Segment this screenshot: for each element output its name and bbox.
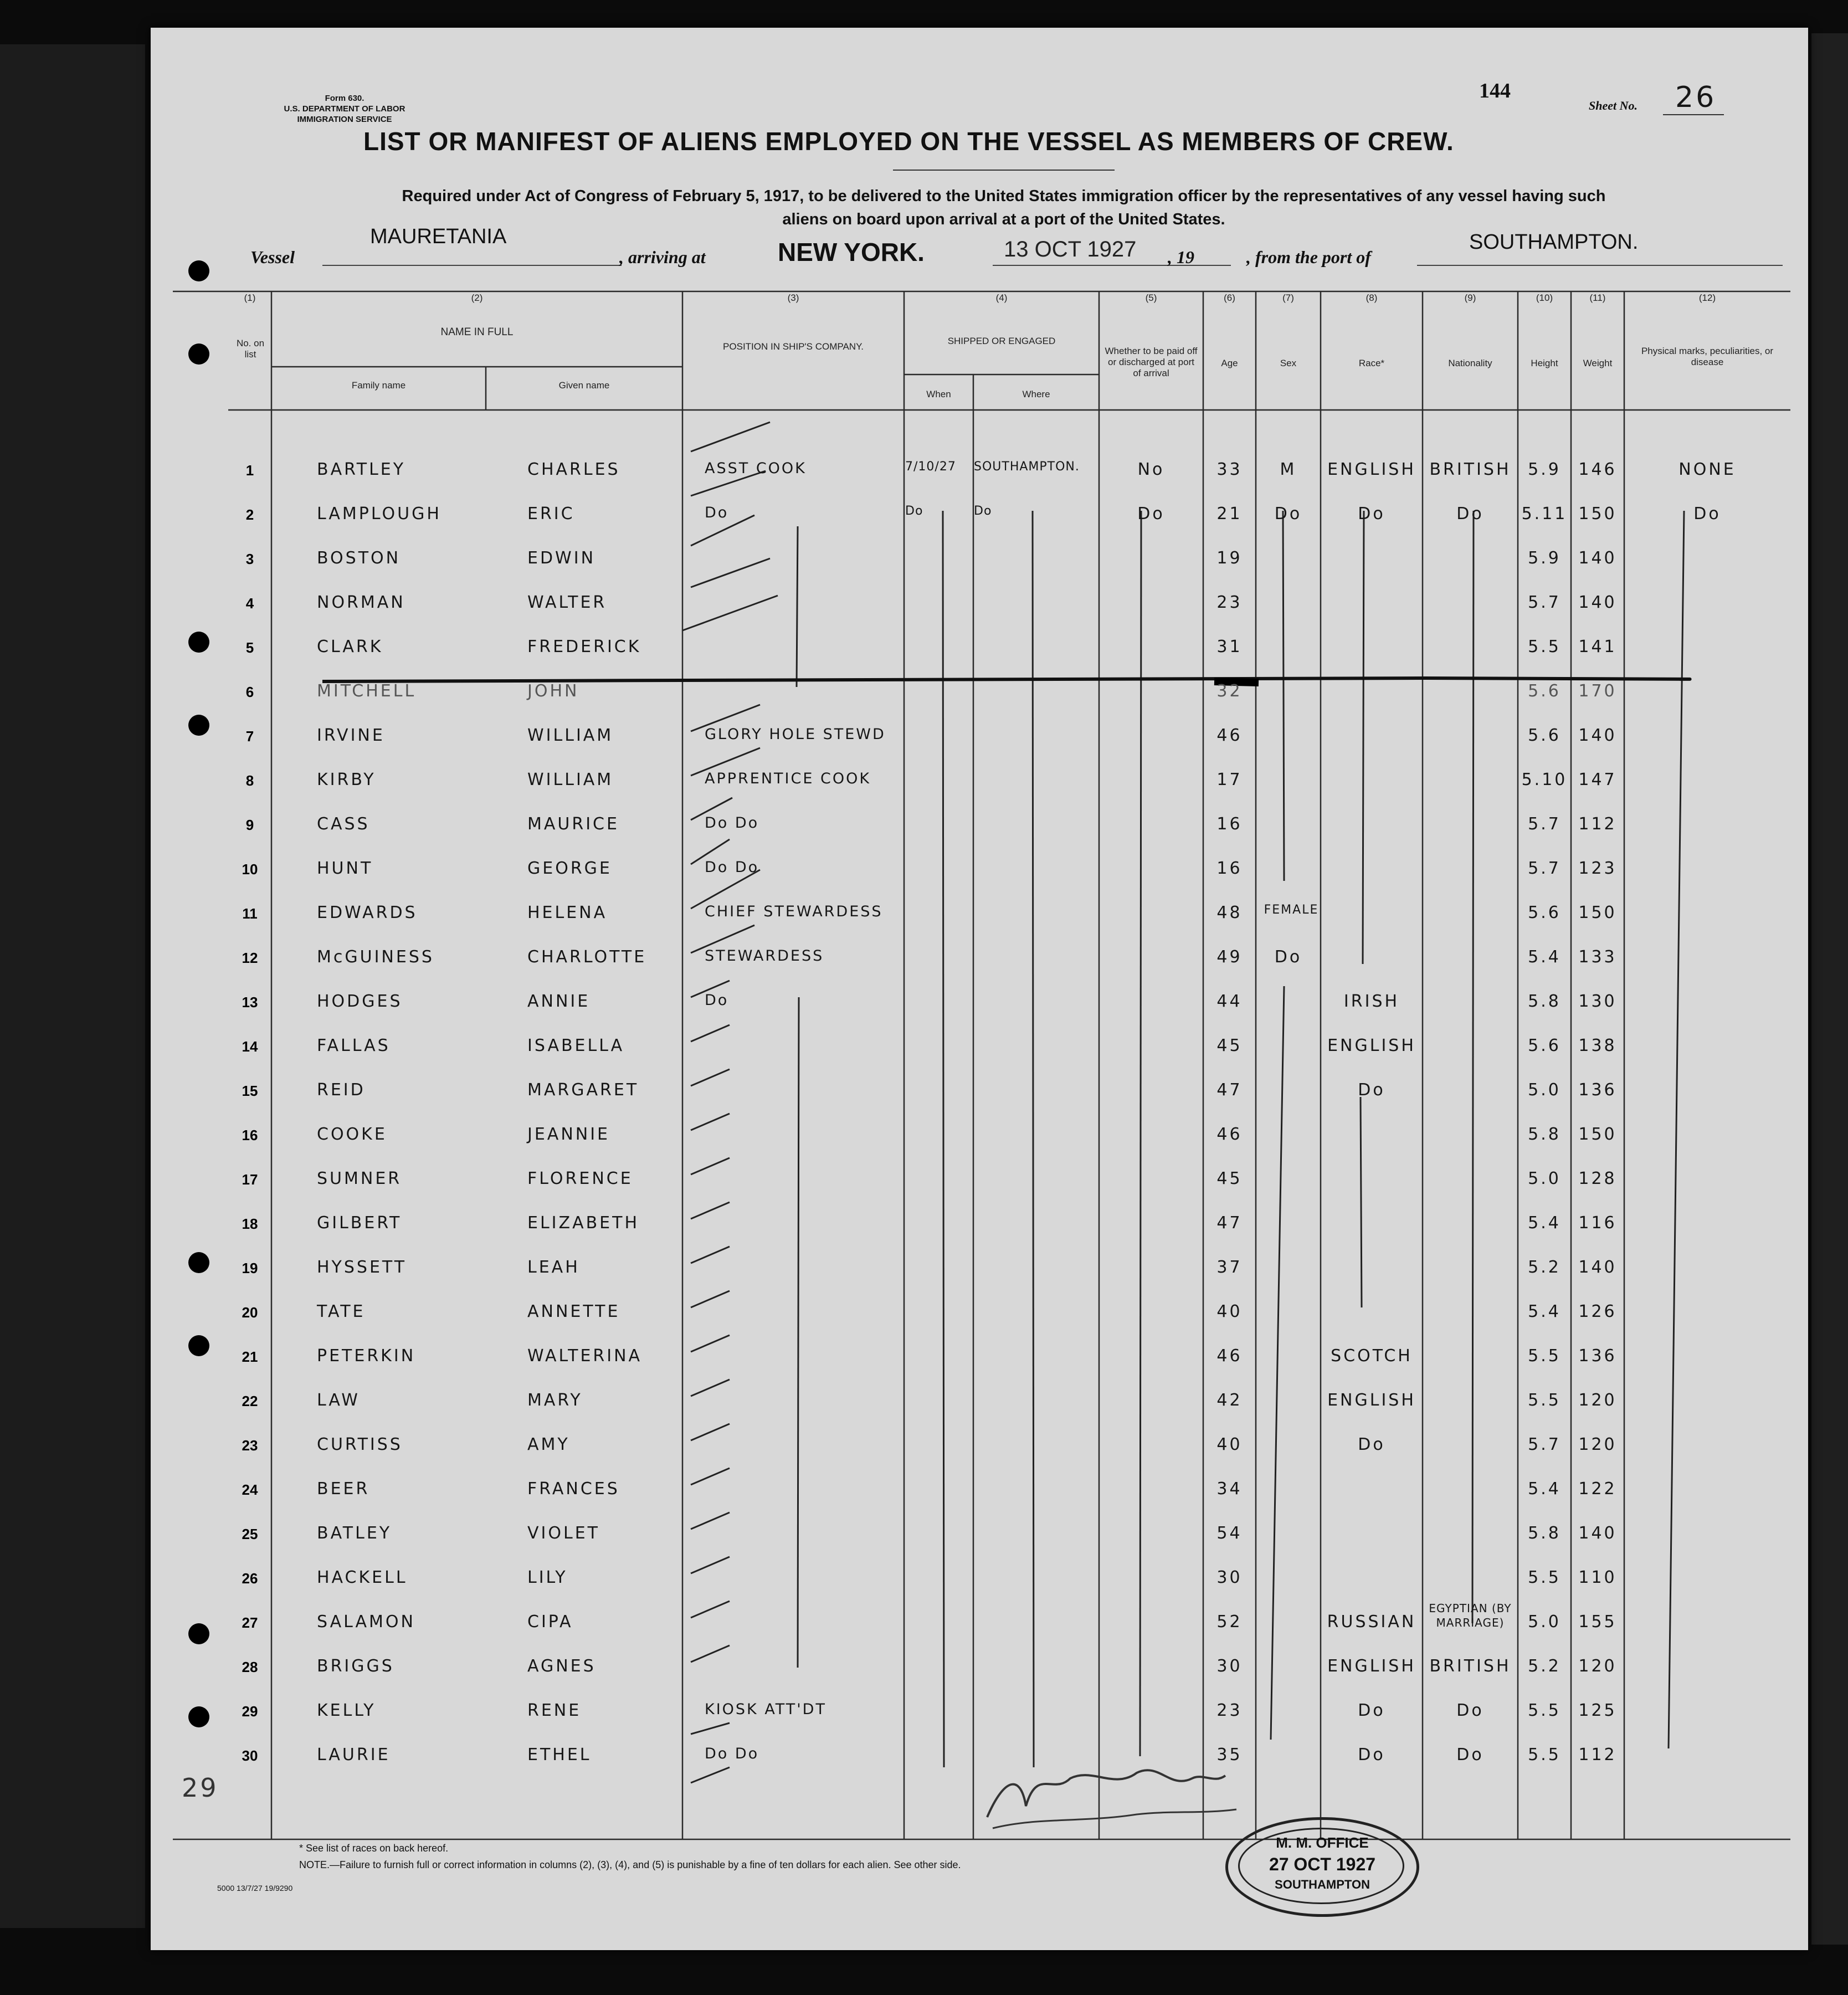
col3-header: POSITION IN SHIP'S COMPANY. bbox=[723, 341, 864, 352]
family-name: EDWARDS bbox=[317, 903, 418, 922]
row-number: 28 bbox=[242, 1659, 258, 1675]
weight: 128 bbox=[1578, 1169, 1617, 1188]
height: 5.8 bbox=[1528, 1524, 1561, 1543]
age: 16 bbox=[1216, 859, 1243, 878]
weight: 140 bbox=[1578, 1524, 1617, 1543]
given-name: MARY bbox=[527, 1391, 583, 1410]
row-number: 8 bbox=[245, 772, 254, 789]
age: 23 bbox=[1216, 593, 1243, 612]
age: 23 bbox=[1216, 1701, 1243, 1720]
position: APPRENTICE COOK bbox=[705, 770, 871, 787]
weight: 141 bbox=[1578, 637, 1617, 657]
weight: 150 bbox=[1578, 903, 1617, 922]
nationality: Do bbox=[1456, 1745, 1484, 1765]
stamp-place: SOUTHAMPTON bbox=[1275, 1878, 1370, 1891]
from-port: SOUTHAMPTON. bbox=[1469, 230, 1639, 254]
height: 5.4 bbox=[1528, 947, 1561, 967]
weight: 116 bbox=[1578, 1213, 1617, 1233]
nationality: BRITISH bbox=[1429, 1656, 1511, 1676]
given-name: HELENA bbox=[527, 903, 608, 922]
height: 5.11 bbox=[1521, 504, 1568, 524]
given-name: GEORGE bbox=[527, 859, 612, 878]
height: 5.7 bbox=[1528, 859, 1561, 878]
height: 5.0 bbox=[1528, 1080, 1561, 1100]
race-ditto-line-2 bbox=[1361, 1097, 1362, 1307]
given-name: WALTER bbox=[527, 593, 607, 612]
family-name: KELLY bbox=[317, 1701, 376, 1720]
col2-header: NAME IN FULL bbox=[440, 326, 514, 338]
height: 5.9 bbox=[1528, 548, 1561, 568]
height: 5.8 bbox=[1528, 992, 1561, 1011]
age: 46 bbox=[1216, 1346, 1243, 1366]
family-name: LAMPLOUGH bbox=[317, 504, 442, 524]
age: 42 bbox=[1216, 1391, 1243, 1410]
row-number: 29 bbox=[242, 1703, 258, 1720]
weight: 150 bbox=[1578, 504, 1617, 524]
stamp-date: 27 OCT 1927 bbox=[1269, 1854, 1376, 1874]
family-name: CASS bbox=[317, 814, 370, 834]
row-number: 17 bbox=[242, 1171, 258, 1188]
position: ASST COOK bbox=[705, 460, 807, 477]
age: 44 bbox=[1216, 992, 1243, 1011]
col9-header: Nationality bbox=[1448, 358, 1492, 368]
height: 5.2 bbox=[1528, 1656, 1561, 1676]
age: 21 bbox=[1216, 504, 1243, 524]
age: 19 bbox=[1216, 548, 1243, 568]
row-number: 2 bbox=[245, 506, 254, 523]
nationality: Do bbox=[1456, 1701, 1484, 1720]
race: Do bbox=[1358, 1745, 1385, 1765]
given-name: AGNES bbox=[527, 1656, 596, 1676]
age: 46 bbox=[1216, 726, 1243, 745]
age: 31 bbox=[1216, 637, 1243, 657]
given-name: WILLIAM bbox=[527, 770, 614, 789]
age: 16 bbox=[1216, 814, 1243, 834]
weight: 120 bbox=[1578, 1435, 1617, 1454]
weight: 146 bbox=[1578, 460, 1617, 479]
family-name: REID bbox=[317, 1080, 366, 1100]
where-ditto-line bbox=[1033, 511, 1034, 1767]
family-name: TATE bbox=[317, 1302, 366, 1321]
position: Do bbox=[705, 992, 729, 1009]
row-number: 24 bbox=[242, 1481, 258, 1498]
race: ENGLISH bbox=[1327, 1036, 1416, 1055]
weight: 120 bbox=[1578, 1656, 1617, 1676]
position-ditto-line-2 bbox=[798, 997, 799, 1668]
weight: 133 bbox=[1578, 947, 1617, 967]
weight: 155 bbox=[1578, 1612, 1617, 1632]
col12-header: Physical marks, peculiarities, or disease bbox=[1641, 346, 1774, 367]
col8-header: Race* bbox=[1358, 358, 1385, 368]
nationality: Do bbox=[1456, 504, 1484, 524]
height: 5.7 bbox=[1528, 814, 1561, 834]
age: 47 bbox=[1216, 1080, 1243, 1100]
year-label: , 19 bbox=[1168, 247, 1194, 267]
nationality: EGYPTIAN (BY MARRIAGE) bbox=[1429, 1602, 1512, 1629]
office-stamp bbox=[1225, 1817, 1419, 1917]
age: 52 bbox=[1216, 1612, 1243, 1632]
age: 30 bbox=[1216, 1656, 1243, 1676]
row-number: 1 bbox=[245, 462, 254, 479]
age: 30 bbox=[1216, 1568, 1243, 1587]
tick-marks bbox=[682, 422, 778, 1783]
weight: 110 bbox=[1578, 1568, 1617, 1587]
age: 32 bbox=[1216, 681, 1243, 701]
family-name: LAW bbox=[317, 1391, 360, 1410]
penalty-note: NOTE.—Failure to furnish full or correct information in columns (2), (3), (4), and (5) is punishable by a fine of ten dollars for each alien. See other side. bbox=[299, 1859, 961, 1870]
print-code: 5000 13/7/27 19/9290 bbox=[217, 1884, 293, 1893]
col2-family-header: Family name bbox=[351, 380, 406, 391]
col4-when-header: When bbox=[926, 389, 951, 399]
height: 5.0 bbox=[1528, 1169, 1561, 1188]
col6-number: (6) bbox=[1224, 293, 1235, 303]
race: Do bbox=[1358, 504, 1385, 524]
race: Do bbox=[1358, 1435, 1385, 1454]
height: 5.5 bbox=[1528, 1568, 1561, 1587]
weight: 112 bbox=[1578, 814, 1617, 834]
physical-marks: Do bbox=[1693, 504, 1721, 524]
weight: 130 bbox=[1578, 992, 1617, 1011]
col4-header: SHIPPED OR ENGAGED bbox=[947, 336, 1056, 346]
family-name: BATLEY bbox=[317, 1524, 392, 1543]
col1-header: No. on list bbox=[236, 338, 265, 360]
sex-ditto-line-2 bbox=[1271, 986, 1284, 1740]
col5-header: Whether to be paid off or discharged at port of arrival bbox=[1105, 346, 1198, 378]
given-name: JOHN bbox=[527, 681, 579, 701]
weight: 112 bbox=[1578, 1745, 1617, 1765]
family-name: HUNT bbox=[317, 859, 373, 878]
col10-number: (10) bbox=[1536, 293, 1553, 303]
family-name: FALLAS bbox=[317, 1036, 391, 1055]
weight: 120 bbox=[1578, 1391, 1617, 1410]
race: RUSSIAN bbox=[1327, 1612, 1416, 1632]
sex: FEMALE bbox=[1264, 903, 1319, 917]
sheet-number: 26 bbox=[1675, 81, 1717, 114]
family-name: IRVINE bbox=[317, 726, 385, 745]
arriving-port: NEW YORK. bbox=[778, 238, 925, 266]
row-number: 13 bbox=[242, 994, 258, 1011]
left-film-edge bbox=[0, 44, 145, 1928]
position-ditto-line-1 bbox=[797, 526, 798, 687]
height: 5.6 bbox=[1528, 1036, 1561, 1055]
form-title: LIST OR MANIFEST OF ALIENS EMPLOYED ON THE VESSEL AS MEMBERS OF CREW. bbox=[363, 127, 1454, 156]
sex: M bbox=[1280, 460, 1297, 479]
family-name: CURTISS bbox=[317, 1435, 403, 1454]
row-number: 23 bbox=[242, 1437, 258, 1454]
shipped-when: 7/10/27 bbox=[905, 460, 956, 474]
height: 5.5 bbox=[1528, 1391, 1561, 1410]
weight: 125 bbox=[1578, 1701, 1617, 1720]
age: 45 bbox=[1216, 1036, 1243, 1055]
given-name: WALTERINA bbox=[527, 1346, 643, 1366]
given-name: RENE bbox=[527, 1701, 582, 1720]
row-number: 6 bbox=[245, 684, 254, 700]
position: Do Do bbox=[705, 859, 759, 876]
age: 54 bbox=[1216, 1524, 1243, 1543]
margin-count: 29 bbox=[182, 1773, 219, 1803]
row-number: 3 bbox=[245, 551, 254, 567]
page-number: 144 bbox=[1479, 79, 1511, 102]
age: 48 bbox=[1216, 903, 1243, 922]
family-name: LAURIE bbox=[317, 1745, 391, 1765]
vessel-label: Vessel bbox=[250, 247, 295, 267]
family-name: BARTLEY bbox=[317, 460, 406, 479]
position: Do Do bbox=[705, 1745, 759, 1762]
arriving-label: , arriving at bbox=[619, 247, 706, 267]
height: 5.0 bbox=[1528, 1612, 1561, 1632]
right-film-edge bbox=[1811, 33, 1848, 1945]
row-number: 9 bbox=[245, 817, 254, 833]
family-name: MITCHELL bbox=[317, 681, 417, 701]
row-number: 26 bbox=[242, 1570, 258, 1587]
family-name: GILBERT bbox=[317, 1213, 402, 1233]
required-line-2: aliens on board upon arrival at a port of the United States. bbox=[782, 211, 1225, 228]
given-name: FRANCES bbox=[527, 1479, 620, 1499]
row-number: 10 bbox=[242, 861, 258, 878]
marks-ditto-line bbox=[1669, 511, 1684, 1748]
position: KIOSK ATT'DT bbox=[705, 1701, 827, 1718]
family-name: BRIGGS bbox=[317, 1656, 394, 1676]
weight: 136 bbox=[1578, 1346, 1617, 1366]
required-line-1: Required under Act of Congress of February 5, 1917, to be delivered to the United States immigration officer by the representatives of any vessel having such bbox=[402, 187, 1606, 205]
given-name: AMY bbox=[527, 1435, 570, 1454]
family-name: SALAMON bbox=[317, 1612, 415, 1632]
given-name: ETHEL bbox=[527, 1745, 592, 1765]
paid-off: Do bbox=[1137, 504, 1165, 524]
row-number: 18 bbox=[242, 1216, 258, 1232]
height: 5.9 bbox=[1528, 460, 1561, 479]
age: 35 bbox=[1216, 1745, 1243, 1765]
sex: Do bbox=[1274, 504, 1302, 524]
position: STEWARDESS bbox=[705, 947, 824, 965]
age: 49 bbox=[1216, 947, 1243, 967]
sex: Do bbox=[1274, 947, 1302, 967]
weight: 140 bbox=[1578, 548, 1617, 568]
col6-header: Age bbox=[1221, 358, 1238, 368]
weight: 140 bbox=[1578, 593, 1617, 612]
height: 5.5 bbox=[1528, 637, 1561, 657]
row-number: 14 bbox=[242, 1038, 258, 1055]
given-name: FLORENCE bbox=[527, 1169, 633, 1188]
height: 5.10 bbox=[1521, 770, 1568, 789]
given-name: MAURICE bbox=[527, 814, 619, 834]
given-name: VIOLET bbox=[527, 1524, 600, 1543]
race: ENGLISH bbox=[1327, 1391, 1416, 1410]
given-name: LEAH bbox=[527, 1258, 580, 1277]
col8-number: (8) bbox=[1366, 293, 1378, 303]
family-name: BOSTON bbox=[317, 548, 401, 568]
family-name: HYSSETT bbox=[317, 1258, 407, 1277]
age: 37 bbox=[1216, 1258, 1243, 1277]
height: 5.5 bbox=[1528, 1346, 1561, 1366]
col5-number: (5) bbox=[1145, 293, 1157, 303]
age: 47 bbox=[1216, 1213, 1243, 1233]
age: 46 bbox=[1216, 1125, 1243, 1144]
col7-header: Sex bbox=[1280, 358, 1297, 368]
col1-number: (1) bbox=[244, 293, 256, 303]
family-name: COOKE bbox=[317, 1125, 387, 1144]
col10-header: Height bbox=[1531, 358, 1558, 368]
nationality: BRITISH bbox=[1429, 460, 1511, 479]
family-name: KIRBY bbox=[317, 770, 376, 789]
col7-number: (7) bbox=[1282, 293, 1294, 303]
races-note: * See list of races on back hereof. bbox=[299, 1843, 449, 1854]
given-name: ANNIE bbox=[527, 992, 591, 1011]
manifest-sheet bbox=[151, 28, 1808, 1950]
col9-number: (9) bbox=[1464, 293, 1476, 303]
family-name: HACKELL bbox=[317, 1568, 408, 1587]
age: 45 bbox=[1216, 1169, 1243, 1188]
row-number: 5 bbox=[245, 639, 254, 656]
row-number: 12 bbox=[242, 950, 258, 966]
family-name: McGUINESS bbox=[317, 947, 434, 967]
when-ditto-line bbox=[943, 511, 944, 1767]
given-name: ERIC bbox=[527, 504, 575, 524]
given-name: MARGARET bbox=[527, 1080, 639, 1100]
race: ENGLISH bbox=[1327, 1656, 1416, 1676]
given-name: CHARLES bbox=[527, 460, 620, 479]
row-number: 4 bbox=[245, 595, 254, 612]
race-ditto-line-1 bbox=[1363, 511, 1364, 964]
given-name: WILLIAM bbox=[527, 726, 614, 745]
weight: 140 bbox=[1578, 1258, 1617, 1277]
position: CHIEF STEWARDESS bbox=[705, 903, 883, 920]
family-name: CLARK bbox=[317, 637, 383, 657]
race: IRISH bbox=[1343, 992, 1400, 1011]
paid-ditto-line bbox=[1140, 511, 1141, 1756]
given-name: ANNETTE bbox=[527, 1302, 620, 1321]
signature bbox=[971, 1756, 1303, 1834]
row-number: 11 bbox=[242, 905, 258, 922]
height: 5.6 bbox=[1528, 681, 1561, 701]
family-name: SUMNER bbox=[317, 1169, 402, 1188]
given-name: CHARLOTTE bbox=[527, 947, 647, 967]
given-name: FREDERICK bbox=[527, 637, 641, 657]
row-number: 16 bbox=[242, 1127, 258, 1143]
paid-off: No bbox=[1137, 460, 1165, 479]
age: 33 bbox=[1216, 460, 1243, 479]
weight: 123 bbox=[1578, 859, 1617, 878]
col4-where-header: Where bbox=[1022, 389, 1050, 399]
row-number: 7 bbox=[245, 728, 254, 745]
height: 5.7 bbox=[1528, 593, 1561, 612]
row-number: 21 bbox=[242, 1348, 258, 1365]
height: 5.5 bbox=[1528, 1701, 1561, 1720]
height: 5.4 bbox=[1528, 1213, 1561, 1233]
vessel-name: MAURETANIA bbox=[370, 225, 507, 248]
row-number: 19 bbox=[242, 1260, 258, 1276]
col2-number: (2) bbox=[471, 293, 483, 303]
race: SCOTCH bbox=[1331, 1346, 1413, 1366]
family-name: NORMAN bbox=[317, 593, 405, 612]
weight: 126 bbox=[1578, 1302, 1617, 1321]
height: 5.6 bbox=[1528, 903, 1561, 922]
col11-number: (11) bbox=[1589, 293, 1606, 303]
height: 5.6 bbox=[1528, 726, 1561, 745]
weight: 147 bbox=[1578, 770, 1617, 789]
given-name: LILY bbox=[527, 1568, 568, 1587]
col12-number: (12) bbox=[1698, 293, 1716, 303]
shipped-where: Do bbox=[974, 504, 992, 518]
given-name: ELIZABETH bbox=[527, 1213, 640, 1233]
family-name: HODGES bbox=[317, 992, 403, 1011]
col2-given-header: Given name bbox=[558, 380, 610, 391]
height: 5.7 bbox=[1528, 1435, 1561, 1454]
col3-number: (3) bbox=[787, 293, 799, 303]
row-number: 30 bbox=[242, 1747, 258, 1764]
given-name: EDWIN bbox=[527, 548, 596, 568]
sheet-label: Sheet No. bbox=[1589, 99, 1637, 112]
race: Do bbox=[1358, 1080, 1385, 1100]
row-number: 25 bbox=[242, 1526, 258, 1542]
sex-ditto-line-1 bbox=[1283, 511, 1284, 881]
height: 5.2 bbox=[1528, 1258, 1561, 1277]
row-number: 27 bbox=[242, 1614, 258, 1631]
position: Do Do bbox=[705, 814, 759, 832]
stamp-office: M. M. OFFICE bbox=[1276, 1834, 1369, 1851]
date-stamp: 13 OCT 1927 bbox=[1004, 237, 1137, 261]
shipped-where: SOUTHAMPTON. bbox=[974, 460, 1080, 474]
age: 40 bbox=[1216, 1302, 1243, 1321]
weight: 150 bbox=[1578, 1125, 1617, 1144]
weight: 140 bbox=[1578, 726, 1617, 745]
given-name: JEANNIE bbox=[527, 1125, 610, 1144]
weight: 170 bbox=[1578, 681, 1617, 701]
col4-number: (4) bbox=[995, 293, 1008, 303]
weight: 138 bbox=[1578, 1036, 1617, 1055]
race: ENGLISH bbox=[1327, 460, 1416, 479]
position: GLORY HOLE STEWD bbox=[705, 726, 886, 743]
race: Do bbox=[1358, 1701, 1385, 1720]
row-number: 15 bbox=[242, 1083, 258, 1099]
service: IMMIGRATION SERVICE bbox=[297, 115, 392, 124]
family-name: BEER bbox=[317, 1479, 370, 1499]
family-name: PETERKIN bbox=[317, 1346, 416, 1366]
weight: 122 bbox=[1578, 1479, 1617, 1499]
age: 34 bbox=[1216, 1479, 1243, 1499]
position: Do bbox=[705, 504, 729, 521]
shipped-when: Do bbox=[905, 504, 923, 518]
age: 17 bbox=[1216, 770, 1243, 789]
row-number: 20 bbox=[242, 1304, 258, 1321]
department: U.S. DEPARTMENT OF LABOR bbox=[284, 104, 405, 114]
height: 5.4 bbox=[1528, 1479, 1561, 1499]
form-number: Form 630. bbox=[325, 94, 365, 103]
physical-marks: NONE bbox=[1678, 460, 1736, 479]
height: 5.4 bbox=[1528, 1302, 1561, 1321]
weight: 136 bbox=[1578, 1080, 1617, 1100]
given-name: CIPA bbox=[527, 1612, 573, 1632]
age: 40 bbox=[1216, 1435, 1243, 1454]
given-name: ISABELLA bbox=[527, 1036, 625, 1055]
col11-header: Weight bbox=[1583, 358, 1613, 368]
height: 5.5 bbox=[1528, 1745, 1561, 1765]
height: 5.8 bbox=[1528, 1125, 1561, 1144]
row-number: 22 bbox=[242, 1393, 258, 1409]
from-label: , from the port of bbox=[1246, 247, 1371, 267]
